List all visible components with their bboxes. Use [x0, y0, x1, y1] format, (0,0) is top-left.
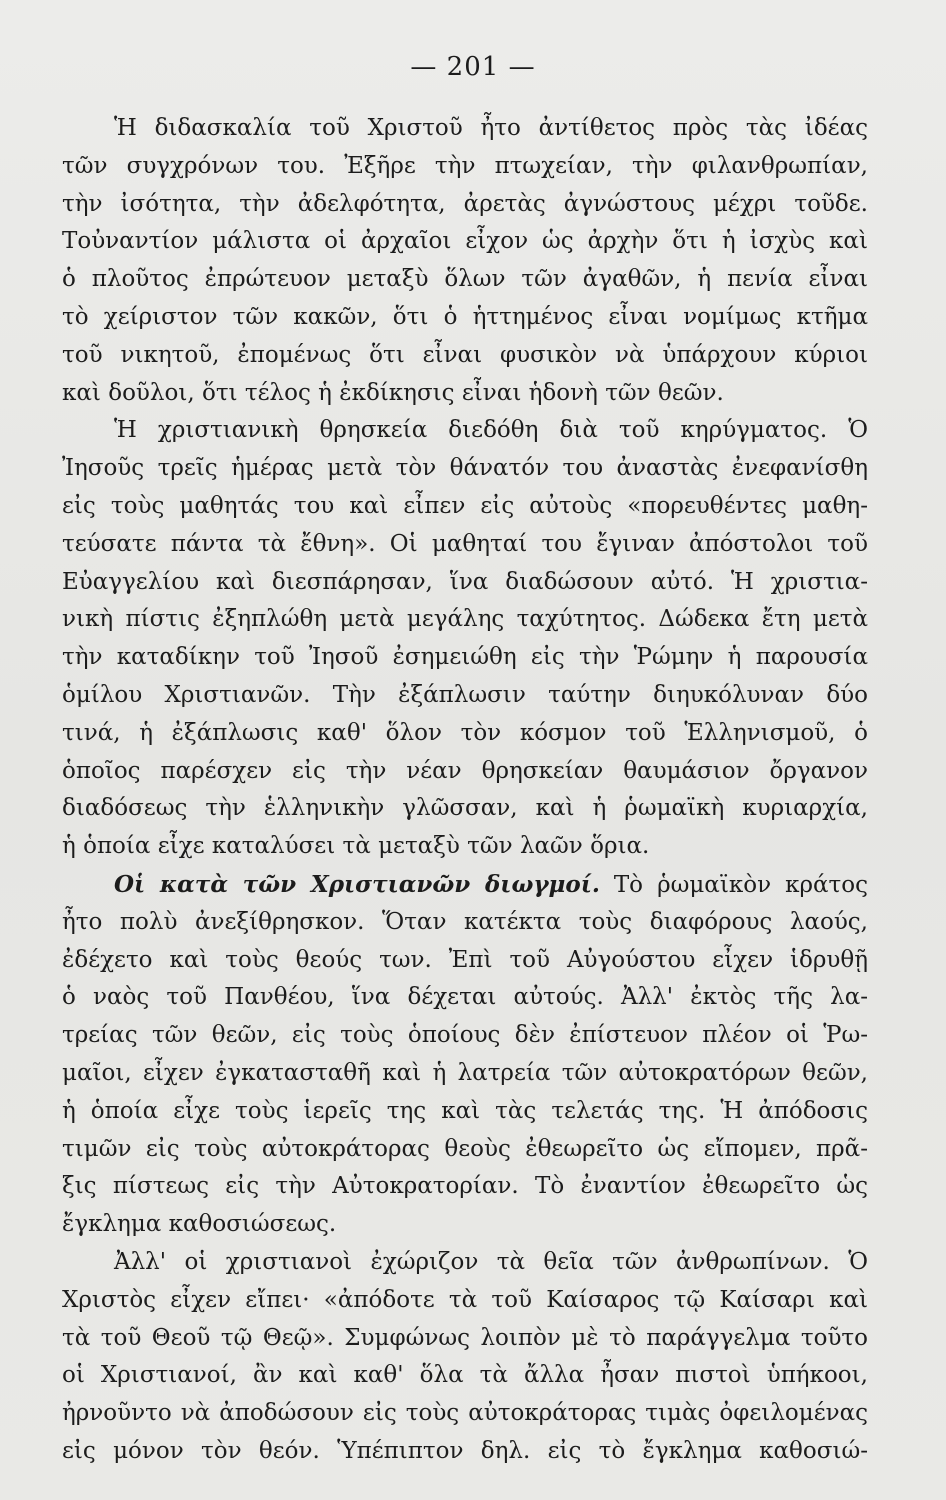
- paragraph-3: [62, 866, 868, 1244]
- text-line: τεύσατε πάντα τὰ ἔθνη». Οἱ μαθηταί του ἔγιναν ἀπόστολοι τοῦ: [62, 530, 868, 557]
- text-line: τὴν ἰσότητα, τὴν ἀδελφότητα, ἀρετὰς ἀγνώστους μέχρι τοῦδε.: [62, 190, 868, 217]
- text-line: Ἀλλ' οἱ χριστιανοὶ ἐχώριζον τὰ θεῖα τῶν ἀνθρωπίνων. Ὁ: [114, 1248, 868, 1275]
- page-body-text: [62, 110, 868, 1471]
- text-line: ἔγκλημα καθοσιώσεως.: [62, 1211, 337, 1238]
- text-line: καὶ δοῦλοι, ὅτι τέλος ἡ ἐκδίκησις εἶναι ἡδονὴ τῶν θεῶν.: [62, 379, 724, 406]
- text-line: τιμῶν εἰς τοὺς αὐτοκράτορας θεοὺς ἐθεωρεῖτο ὡς εἴπομεν, πρᾶ-: [62, 1135, 868, 1162]
- paragraph-4: [62, 1244, 868, 1471]
- text-line: Ἡ χριστιανικὴ θρησκεία διεδόθη διὰ τοῦ κηρύγματος. Ὁ: [114, 417, 868, 444]
- text-line: τὸ χείριστον τῶν κακῶν, ὅτι ὁ ἡττημένος εἶναι νομίμως κτῆμα: [62, 303, 868, 330]
- text-line: ὁμίλου Χριστιανῶν. Τὴν ἐξάπλωσιν ταύτην διηυκόλυναν δύο: [62, 681, 868, 708]
- text-line: τὰ τοῦ Θεοῦ τῷ Θεῷ». Συμφώνως λοιπὸν μὲ τὸ παράγγελμα τοῦτο: [62, 1324, 868, 1351]
- page-number: — 201 —: [410, 52, 536, 82]
- text-line: ἡ ὁποία εἶχε τοὺς ἱερεῖς της καὶ τὰς τελετάς της. Ἡ ἀπόδοσις: [62, 1097, 868, 1124]
- text-line: Ἰησοῦς τρεῖς ἡμέρας μετὰ τὸν θάνατόν του ἀναστὰς ἐνεφανίσθη: [62, 455, 868, 482]
- text-line: τῶν συγχρόνων του. Ἐξῆρε τὴν πτωχείαν, τὴν φιλανθρωπίαν,: [62, 152, 868, 179]
- text-line: εἰς μόνον τὸν θεόν. Ὑπέπιπτον δηλ. εἰς τὸ ἔγκλημα καθοσιώ-: [62, 1437, 868, 1464]
- text-line: ξις πίστεως εἰς τὴν Αὐτοκρατορίαν. Τὸ ἐναντίον ἐθεωρεῖτο ὡς: [62, 1173, 868, 1200]
- text-line: τρείας τῶν θεῶν, εἰς τοὺς ὁποίους δὲν ἐπίστευον πλέον οἱ Ῥω-: [62, 1022, 868, 1049]
- text-line: διαδόσεως τὴν ἑλληνικὴν γλῶσσαν, καὶ ἡ ῥωμαϊκὴ κυριαρχία,: [62, 795, 868, 822]
- text-line: ἦτο πολὺ ἀνεξίθρησκον. Ὅταν κατέκτα τοὺς διαφόρους λαούς,: [62, 908, 868, 935]
- text-line: Εὐαγγελίου καὶ διεσπάρησαν, ἵνα διαδώσουν αὐτό. Ἡ χριστια-: [62, 568, 868, 595]
- text-line: μαῖοι, εἶχεν ἐγκατασταθῆ καὶ ἡ λατρεία τῶν αὐτοκρατόρων θεῶν,: [62, 1059, 868, 1086]
- text-line: τινά, ἡ ἐξάπλωσις καθ' ὅλον τὸν κόσμον τοῦ Ἑλληνισμοῦ, ὁ: [62, 719, 868, 746]
- section-heading: Οἱ κατὰ τῶν Χριστιανῶν διωγμοί.: [114, 870, 600, 898]
- text-line: ὁ πλοῦτος ἐπρώτευον μεταξὺ ὅλων τῶν ἀγαθῶν, ἡ πενία εἶναι: [62, 266, 868, 293]
- text-line: Ἡ διδασκαλία τοῦ Χριστοῦ ἦτο ἀντίθετος πρὸς τὰς ἰδέας: [114, 115, 868, 141]
- text-line: ἡ ὁποία εἶχε καταλύσει τὰ μεταξὺ τῶν λαῶν ὅρια.: [62, 833, 650, 860]
- text-line: Χριστὸς εἶχεν εἴπει· «ἀπόδοτε τὰ τοῦ Καίσαρος τῷ Καίσαρι καὶ: [62, 1286, 868, 1313]
- text-line: τὴν καταδίκην τοῦ Ἰησοῦ ἐσημειώθη εἰς τὴν Ῥώμην ἡ παρουσία: [62, 644, 868, 671]
- text-line: τοῦ νικητοῦ, ἐπομένως ὅτι εἶναι φυσικὸν νὰ ὑπάρχουν κύριοι: [62, 341, 868, 368]
- text-line: εἰς τοὺς μαθητάς του καὶ εἶπεν εἰς αὐτοὺς «πορευθέντες μαθη-: [62, 492, 868, 519]
- text-line: [62, 866, 868, 904]
- heading-line-text: Τὸ ῥωμαϊκὸν κράτος: [613, 871, 869, 898]
- text-line: Τοὐναντίον μάλιστα οἱ ἀρχαῖοι εἶχον ὡς ἀρχὴν ὅτι ἡ ἰσχὺς καὶ: [62, 228, 868, 255]
- text-line: ἠρνοῦντο νὰ ἀποδώσουν εἰς τοὺς αὐτοκράτορας τιμὰς ὀφειλομένας: [62, 1400, 868, 1427]
- text-line: νικὴ πίστις ἐξηπλώθη μετὰ μεγάλης ταχύτητος. Δώδεκα ἔτη μετὰ: [62, 606, 868, 633]
- text-line: ὁποῖος παρέσχεν εἰς τὴν νέαν θρησκείαν θαυμάσιον ὄργανον: [62, 757, 868, 784]
- text-line: οἱ Χριστιανοί, ἂν καὶ καθ' ὅλα τὰ ἄλλα ἦσαν πιστοὶ ὑπήκοοι,: [62, 1362, 868, 1389]
- text-line: ὁ ναὸς τοῦ Πανθέου, ἵνα δέχεται αὐτούς. Ἀλλ' ἐκτὸς τῆς λα-: [62, 984, 868, 1011]
- paragraph-1: [62, 110, 868, 412]
- text-line: ἐδέχετο καὶ τοὺς θεούς των. Ἐπὶ τοῦ Αὐγούστου εἶχεν ἱδρυθῇ: [62, 946, 868, 973]
- paragraph-2: [62, 412, 868, 866]
